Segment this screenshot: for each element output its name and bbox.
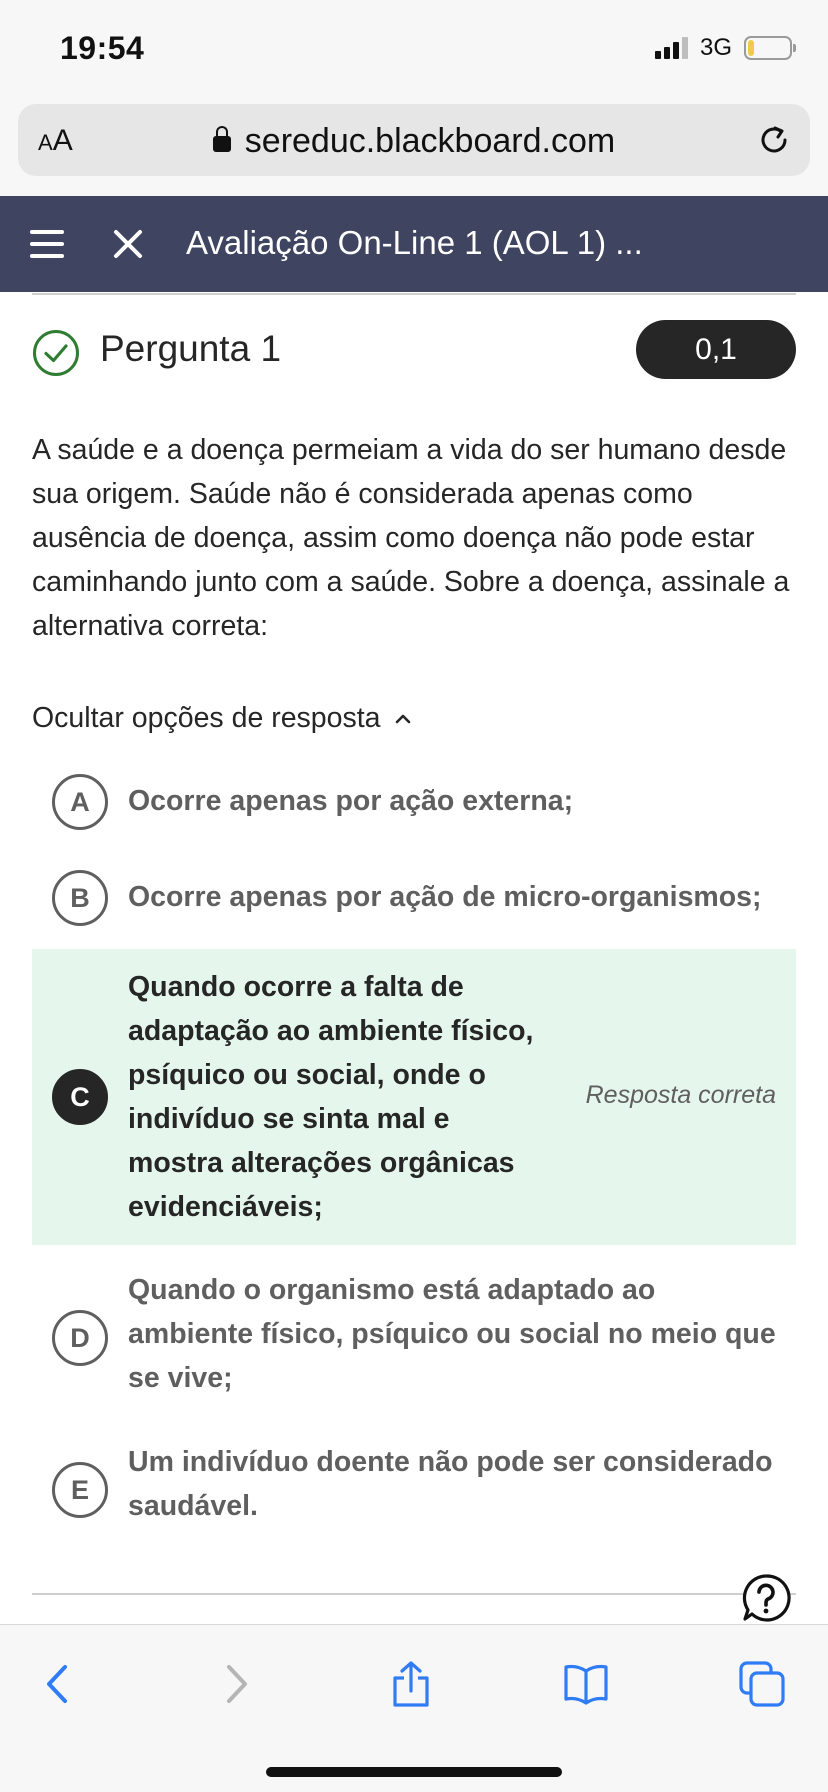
home-indicator — [266, 1767, 562, 1777]
option-text: Quando o organismo está adaptado ao ambiente físico, psíquico ou social no meio que se vive; — [128, 1274, 776, 1394]
question-title: Pergunta 1 — [100, 328, 282, 369]
close-icon[interactable] — [108, 224, 148, 264]
divider — [32, 1593, 796, 1595]
page-title: Avaliação On-Line 1 (AOL 1) ... — [186, 224, 643, 261]
option-text: Ocorre apenas por ação externa; — [128, 785, 574, 817]
toggle-answer-options[interactable] — [32, 702, 411, 735]
correct-answer-label: Resposta correta — [585, 1081, 776, 1109]
reload-icon[interactable] — [754, 120, 794, 160]
forward-icon[interactable] — [212, 1661, 258, 1707]
answer-option-c[interactable] — [32, 949, 796, 1245]
option-letter-badge: D — [52, 1310, 108, 1366]
status-indicators — [655, 34, 792, 62]
option-letter-badge: B — [52, 870, 108, 926]
answer-option-e[interactable] — [32, 1440, 796, 1540]
option-letter-badge: C — [52, 1069, 108, 1125]
option-letter-badge: A — [52, 774, 108, 830]
hamburger-icon[interactable] — [30, 230, 64, 258]
browser-toolbar — [0, 1624, 828, 1792]
browser-chrome — [0, 100, 828, 196]
option-text: Ocorre apenas por ação de micro-organismos; — [128, 881, 762, 913]
signal-icon — [655, 37, 688, 59]
score-badge: 0,1 — [636, 320, 796, 379]
back-icon[interactable] — [36, 1661, 82, 1707]
option-letter-badge: E — [52, 1462, 108, 1518]
text-size-button[interactable]: AA — [38, 124, 73, 157]
bookmarks-icon[interactable] — [563, 1661, 609, 1707]
share-icon[interactable] — [388, 1661, 434, 1707]
lock-icon — [213, 136, 231, 152]
question-text: A saúde e a doença permeiam a vida do ser humano desde sua origem. Saúde não é considerada apenas como ausência de doença, assim como doença não pode estar caminhando junto com a saúde. Sobre a doença, assinale a alternativa correta: — [32, 434, 790, 642]
network-type: 3G — [699, 34, 732, 61]
answer-option-a[interactable] — [32, 770, 796, 832]
status-time: 19:54 — [60, 30, 145, 66]
question-bubble-icon[interactable] — [740, 1572, 792, 1624]
status-bar — [0, 0, 828, 100]
url-text: sereduc.blackboard.com — [244, 122, 616, 160]
chevron-up-icon — [395, 711, 411, 727]
url-field[interactable] — [18, 122, 810, 161]
battery-icon — [744, 36, 792, 60]
option-text: Um indivíduo doente não pode ser considerado saudável. — [128, 1446, 773, 1522]
tabs-icon[interactable] — [739, 1661, 785, 1707]
answer-option-d[interactable] — [32, 1268, 796, 1408]
address-bar[interactable] — [18, 104, 810, 176]
app-header — [0, 196, 828, 292]
answer-option-b[interactable] — [32, 866, 796, 928]
toggle-label: Ocultar opções de resposta — [32, 702, 381, 734]
check-circle-icon — [32, 329, 80, 377]
option-text: Quando ocorre a falta de adaptação ao ambiente físico, psíquico ou social, onde o indivíduo se sinta mal e mostra alterações orgânicas evidenciáveis; — [128, 971, 534, 1223]
divider — [32, 293, 796, 295]
